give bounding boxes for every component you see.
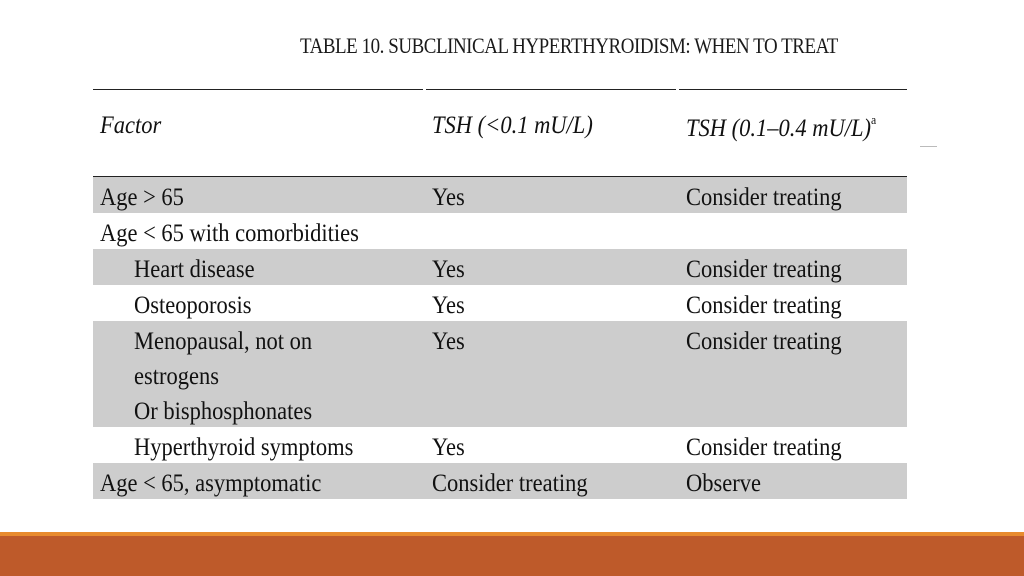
tsh-mid-cell: Observe bbox=[686, 470, 761, 497]
header-tsh-mid bbox=[686, 112, 876, 143]
tsh-mid-cell: Consider treating bbox=[686, 184, 842, 211]
tsh-mid-cell: Consider treating bbox=[686, 292, 842, 319]
header-tsh-mid-footnote: a bbox=[871, 112, 877, 127]
tsh-mid-cell: Consider treating bbox=[686, 256, 842, 283]
tsh-low-cell: Yes bbox=[432, 328, 465, 355]
factor-cell bbox=[134, 324, 312, 429]
tsh-low-cell: Yes bbox=[432, 434, 465, 461]
top-rule bbox=[93, 89, 907, 90]
table-title: TABLE 10. SUBCLINICAL HYPERTHYROIDISM: WHEN TO TREAT bbox=[300, 33, 838, 58]
factor-line: estrogens bbox=[134, 363, 219, 390]
table-row bbox=[93, 463, 907, 499]
factor-cell: Age < 65, asymptomatic bbox=[100, 470, 322, 497]
tsh-mid-cell: Consider treating bbox=[686, 434, 842, 461]
header-tsh-low: TSH (<0.1 mU/L) bbox=[432, 112, 593, 139]
factor-line: Menopausal, not on bbox=[134, 328, 313, 355]
tsh-low-cell: Yes bbox=[432, 184, 465, 211]
tsh-mid-cell: Consider treating bbox=[686, 328, 842, 355]
factor-cell: Osteoporosis bbox=[134, 292, 252, 319]
tsh-low-cell: Yes bbox=[432, 256, 465, 283]
header-factor: Factor bbox=[100, 112, 162, 139]
table-body bbox=[93, 177, 907, 499]
table-row bbox=[93, 285, 907, 321]
factor-cell: Age < 65 with comorbidities bbox=[100, 220, 359, 247]
factor-line: Or bisphosphonates bbox=[134, 398, 313, 425]
factor-cell: Heart disease bbox=[134, 256, 255, 283]
tsh-low-cell: Consider treating bbox=[432, 470, 588, 497]
factor-cell: Age > 65 bbox=[100, 184, 184, 211]
table-header-row bbox=[93, 108, 907, 152]
table-row bbox=[93, 427, 907, 463]
table-row bbox=[93, 177, 907, 213]
table-row bbox=[93, 249, 907, 285]
decorative-dash bbox=[920, 146, 937, 147]
header-tsh-mid-label: TSH (0.1–0.4 mU/L) bbox=[686, 115, 872, 142]
tsh-low-cell: Yes bbox=[432, 292, 465, 319]
footer-bar bbox=[0, 536, 1024, 576]
table-row bbox=[93, 321, 907, 427]
factor-cell: Hyperthyroid symptoms bbox=[134, 434, 354, 461]
table-row bbox=[93, 213, 907, 249]
